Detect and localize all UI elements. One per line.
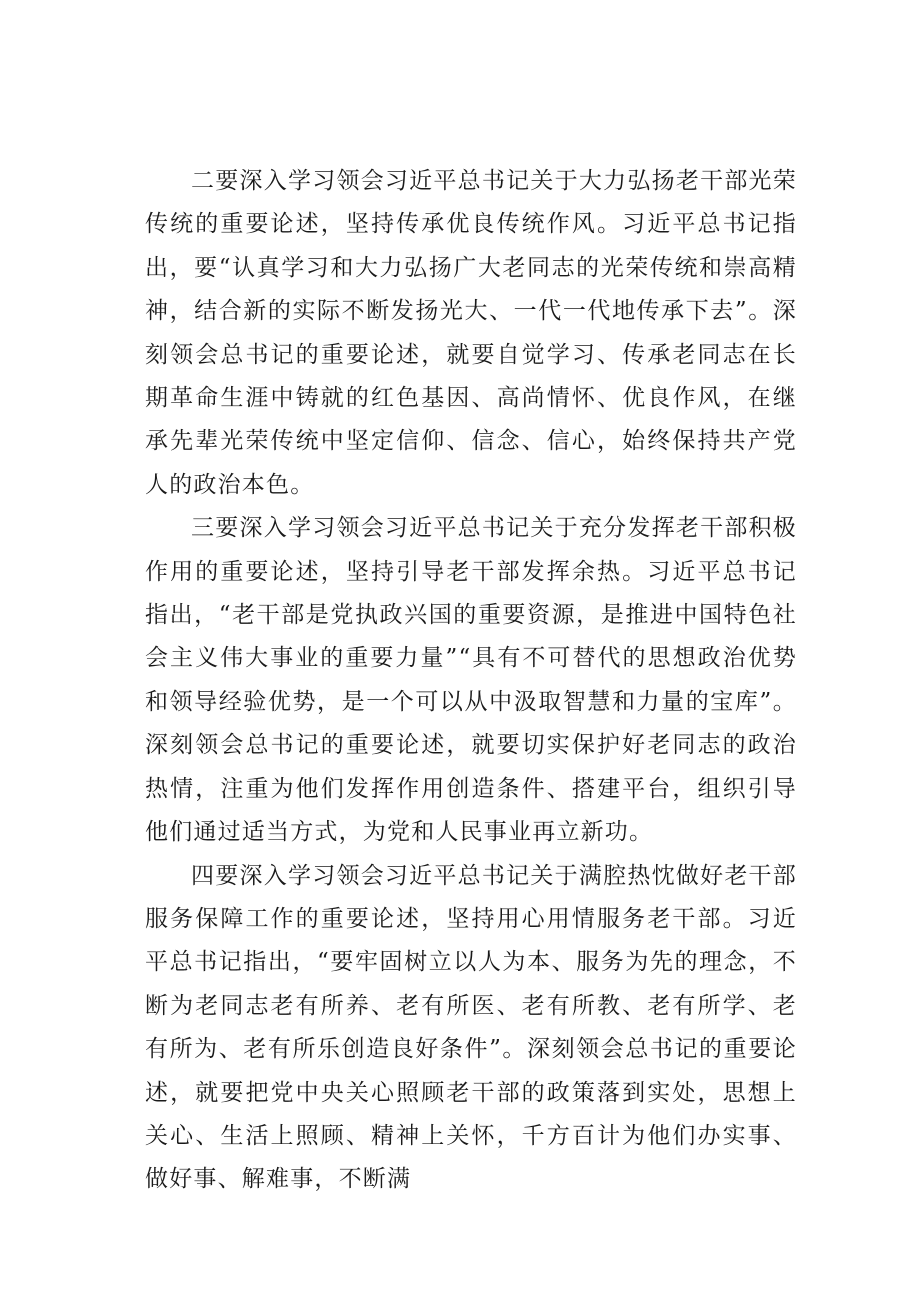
document-body [145,160,797,1202]
paragraph-four: 四要深入学习领会习近平总书记关于满腔热忱做好老干部服务保障工作的重要论述，坚持用心用情服务老干部。习近平总书记指出，“要牢固树立以人为本、服务为先的理念，不断为老同志老有所养、老有所医、老有所教、老有所学、老有所为、老有所乐创造良好条件”。深刻领会总书记的重要论述，就要把党中央关心照顾老干部的政策落到实处，思想上关心、生活上照顾、精神上关怀，千方百计为他们办实事、做好事、解难事，不断满 [145,862,797,1193]
paragraph-two: 二要深入学习领会习近平总书记关于大力弘扬老干部光荣传统的重要论述，坚持传承优良传统作风。习近平总书记指出，要“认真学习和大力弘扬广大老同志的光荣传统和崇高精神，结合新的实际不断发扬光大、一代一代地传承下去”。深刻领会总书记的重要论述，就要自觉学习、传承老同志在长期革命生涯中铸就的红色基因、高尚情怀、优良作风，在继承先辈光荣传统中坚定信仰、信念、信心，始终保持共产党人的政治本色。 [145,168,797,498]
paragraph-three: 三要深入学习领会习近平总书记关于充分发挥老干部积极作用的重要论述，坚持引导老干部发挥余热。习近平总书记指出，“老干部是党执政兴国的重要资源，是推进中国特色社会主义伟大事业的重要力量”“具有不可替代的思想政治优势和领导经验优势，是一个可以从中汲取智慧和力量的宝库”。深刻领会总书记的重要论述，就要切实保护好老同志的政治热情，注重为他们发挥作用创造条件、搭建平台，组织引导他们通过适当方式，为党和人民事业再立新功。 [145,515,797,846]
